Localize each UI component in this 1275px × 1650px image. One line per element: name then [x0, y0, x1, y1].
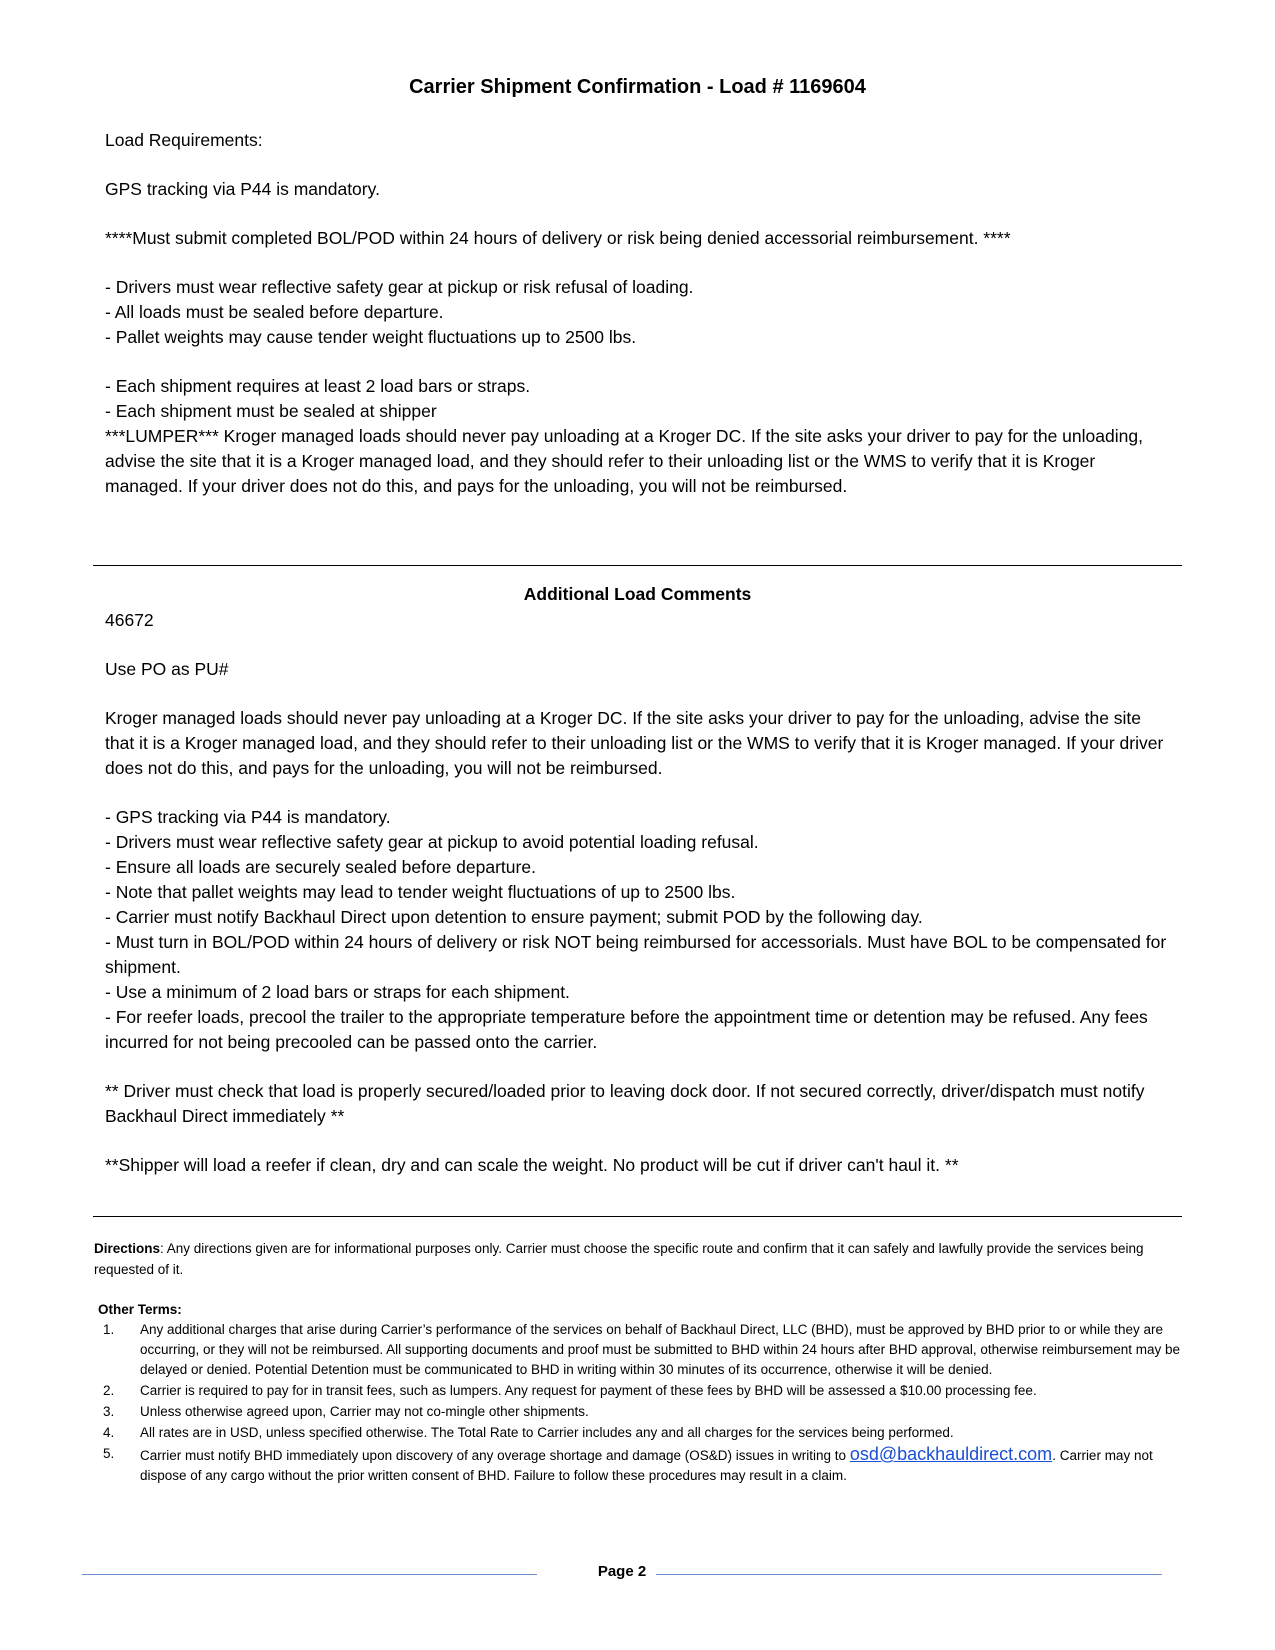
comment-bullet: - Use a minimum of 2 load bars or straps for each shipment. [105, 982, 570, 1002]
directions-note [94, 1238, 1174, 1280]
requirement-line: - Each shipment requires at least 2 load bars or straps. [105, 376, 531, 396]
term-number: 3. [103, 1404, 115, 1419]
additional-comments-section [105, 608, 1175, 1178]
comment-bullet: - For reefer loads, precool the trailer to the appropriate temperature before the appointment time or detention may be refused. Any fees incurred for not being precooled can be passed onto the carrier. [105, 1007, 1148, 1052]
page-number: Page 2 [588, 1563, 656, 1580]
requirement-line: - All loads must be sealed before departure. [105, 302, 444, 322]
directions-label: Directions [94, 1241, 161, 1256]
osd-email-link[interactable]: osd@backhauldirect.com [849, 1444, 1053, 1464]
other-terms-list [98, 1320, 1180, 1487]
driver-check-notice: ** Driver must check that load is properly secured/loaded prior to leaving dock door. If not secured correctly, driver/dispatch must notify Backhaul Direct immediately ** [105, 1081, 1145, 1126]
term-text: Carrier is required to pay for in transit fees, such as lumpers. Any request for payment of these fees by BHD will be assessed a $10.00 processing fee. [140, 1383, 1037, 1398]
term-number: 5. [103, 1446, 115, 1461]
section-divider [93, 565, 1182, 566]
lumper-notice: ***LUMPER*** Kroger managed loads should never pay unloading at a Kroger DC. If the site asks your driver to pay for the unloading, advise the site that it is a Kroger managed load, and they should refer to their unloading list or the WMS to verify that it is Kroger managed. If your driver does not do this, and pays for the unloading, you will not be reimbursed. [105, 426, 1143, 496]
term-item [98, 1381, 1180, 1401]
term-item [98, 1423, 1180, 1443]
po-note: Use PO as PU# [105, 659, 229, 679]
term-number: 2. [103, 1383, 115, 1398]
kroger-notice: Kroger managed loads should never pay unloading at a Kroger DC. If the site asks your driver to pay for the unloading, advise the site that it is a Kroger managed load, and they should refer to their unloading list or the WMS to verify that it is Kroger managed. If your driver does not do this, and pays for the unloading, you will not be reimbursed. [105, 708, 1164, 778]
section-divider [93, 1216, 1182, 1217]
requirements-heading: Load Requirements: [105, 130, 263, 150]
bol-notice: ****Must submit completed BOL/POD within 24 hours of delivery or risk being denied accessorial reimbursement. **** [105, 228, 1011, 248]
load-requirements-section [105, 128, 1175, 499]
comment-bullet: - GPS tracking via P44 is mandatory. [105, 807, 391, 827]
page-title: Carrier Shipment Confirmation - Load # 1169604 [409, 76, 866, 98]
term-number: 1. [103, 1322, 115, 1337]
comment-bullet: - Ensure all loads are securely sealed before departure. [105, 857, 536, 877]
comment-bullet: - Must turn in BOL/POD within 24 hours of delivery or risk NOT being reimbursed for accessorials. Must have BOL to be compensated for shipment. [105, 932, 1167, 977]
requirement-line: - Each shipment must be sealed at shipper [105, 401, 437, 421]
directions-text: : Any directions given are for informational purposes only. Carrier must choose the specific route and confirm that it can safely and lawfully provide the services being requested of it. [94, 1241, 1144, 1277]
requirement-line: - Drivers must wear reflective safety gear at pickup or risk refusal of loading. [105, 277, 694, 297]
comment-bullet: - Note that pallet weights may lead to tender weight fluctuations of up to 2500 lbs. [105, 882, 736, 902]
term-text: . Carrier may not dispose of any cargo without the prior written consent of BHD. Failure to follow these procedures may result in a claim. [140, 1448, 1153, 1483]
comment-code: 46672 [105, 610, 154, 630]
term-item [98, 1402, 1180, 1422]
term-number: 4. [103, 1425, 115, 1440]
comments-heading: Additional Load Comments [523, 584, 752, 604]
term-item [98, 1444, 1180, 1486]
term-text: Carrier must notify BHD immediately upon discovery of any overage shortage and damage (OS&D) issues in writing to [140, 1448, 850, 1463]
comment-bullet: - Drivers must wear reflective safety gear at pickup to avoid potential loading refusal. [105, 832, 759, 852]
comment-bullet: - Carrier must notify Backhaul Direct upon detention to ensure payment; submit POD by the following day. [105, 907, 923, 927]
term-text: Unless otherwise agreed upon, Carrier may not co-mingle other shipments. [140, 1404, 589, 1419]
term-text: All rates are in USD, unless specified otherwise. The Total Rate to Carrier includes any and all charges for the services being performed. [140, 1425, 954, 1440]
gps-requirement: GPS tracking via P44 is mandatory. [105, 179, 380, 199]
term-item [98, 1320, 1180, 1380]
shipper-notice: **Shipper will load a reefer if clean, dry and can scale the weight. No product will be cut if driver can't haul it. ** [105, 1155, 959, 1175]
term-text: Any additional charges that arise during Carrier’s performance of the services on behalf of Backhaul Direct, LLC (BHD), must be approved by BHD prior to or while they are occurring, or they will not be reimbursed. All supporting documents and proof must be submitted to BHD within 24 hours after BHD approval, otherwise reimbursement may be delayed or denied. Potential Detention must be communicated to BHD in writing within 30 minutes of its occurrence, otherwise it will be denied. [140, 1322, 1180, 1377]
page-footer [82, 1561, 1162, 1587]
other-terms-heading: Other Terms: [98, 1302, 182, 1317]
requirement-line: - Pallet weights may cause tender weight fluctuations up to 2500 lbs. [105, 327, 637, 347]
